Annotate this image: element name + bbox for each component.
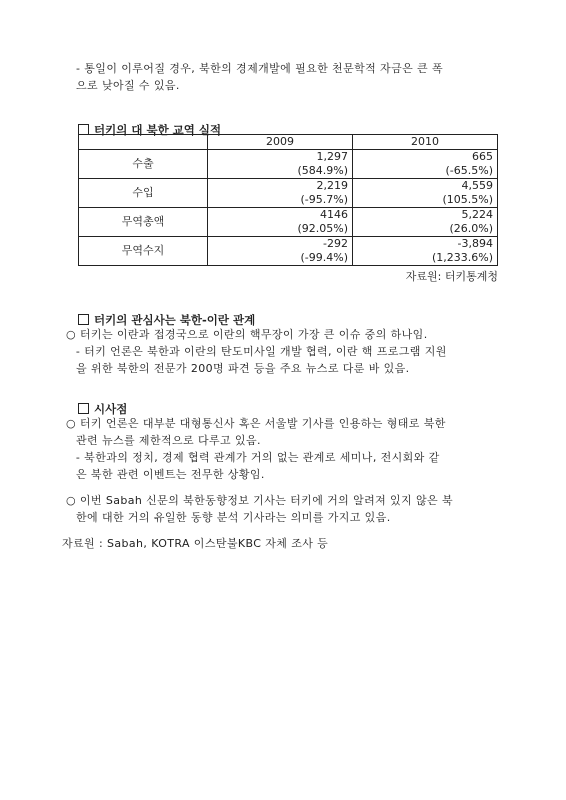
- change-pct: (584.9%): [297, 164, 348, 177]
- paragraph-line: ○ 이번 Sabah 신문의 북한동향정보 기사는 터키에 거의 알려져 있지 않은 북: [66, 494, 453, 507]
- value-cell-2009: [208, 237, 353, 266]
- row-label: 수출: [79, 150, 208, 179]
- value: 665: [472, 150, 493, 163]
- table-header-cell: 2009: [208, 135, 353, 150]
- row-label: 무역수지: [79, 237, 208, 266]
- paragraph-line: 은 북한 관련 이벤트는 전무한 상황임.: [76, 468, 265, 481]
- table-row: [79, 179, 498, 208]
- table-source: 자료원: 터키통계청: [405, 270, 498, 283]
- footer-source: 자료원 : Sabah, KOTRA 이스탄불KBC 자체 조사 등: [62, 537, 329, 550]
- value: -292: [323, 237, 348, 250]
- value-cell-2010: [353, 237, 498, 266]
- table-row: [79, 208, 498, 237]
- value-cell-2009: [208, 179, 353, 208]
- paragraph-line: - 북한과의 정치, 경제 협력 관계가 거의 없는 관계로 세미나, 전시회와 같: [72, 451, 440, 464]
- intro-line-2: 으로 낮아질 수 있음.: [76, 79, 180, 92]
- change-pct: (26.0%): [449, 222, 493, 235]
- table-row: [79, 237, 498, 266]
- change-pct: (1,233.6%): [431, 251, 493, 264]
- checkbox-square-icon: [78, 314, 89, 325]
- table-header-row: [79, 135, 498, 150]
- checkbox-square-icon: [78, 403, 89, 414]
- row-label: 무역총액: [79, 208, 208, 237]
- value-cell-2009: [208, 150, 353, 179]
- value: 1,297: [316, 150, 348, 163]
- value: 4,559: [461, 179, 493, 192]
- paragraph-line: ○ 터키 언론은 대부분 대형통신사 혹은 서울발 기사를 인용하는 형태로 북한: [66, 417, 446, 430]
- table-header-cell: 2010: [353, 135, 498, 150]
- value-cell-2009: [208, 208, 353, 237]
- value-cell-2010: [353, 208, 498, 237]
- change-pct: (92.05%): [297, 222, 348, 235]
- paragraph-line: 을 위한 북한의 전문가 200명 파견 등을 주요 뉴스로 다룬 바 있음.: [76, 362, 410, 375]
- change-pct: (-99.4%): [300, 251, 348, 264]
- section-title: 터키의 관심사는 북한-이란 관계: [94, 313, 256, 327]
- paragraph-line: - 터키 언론은 북한과 이란의 탄도미사일 개발 협력, 이란 핵 프로그램 지원: [72, 345, 447, 358]
- value: 4146: [320, 208, 348, 221]
- table-header-cell: [79, 135, 208, 150]
- value: -3,894: [457, 237, 493, 250]
- trade-table: [78, 134, 498, 266]
- table-row: [79, 150, 498, 179]
- change-pct: (-65.5%): [445, 164, 493, 177]
- value: 2,219: [316, 179, 348, 192]
- value-cell-2010: [353, 150, 498, 179]
- change-pct: (-95.7%): [300, 193, 348, 206]
- section-title: 시사점: [94, 402, 128, 416]
- paragraph-line: 관련 뉴스를 제한적으로 다루고 있음.: [76, 434, 261, 447]
- change-pct: (105.5%): [442, 193, 493, 206]
- intro-line-1: - 통일이 이루어질 경우, 북한의 경제개발에 필요한 천문학적 자금은 큰 폭: [76, 62, 443, 75]
- value-cell-2010: [353, 179, 498, 208]
- row-label: 수입: [79, 179, 208, 208]
- value: 5,224: [461, 208, 493, 221]
- section-title: 터키의 대 북한 교역 실적: [94, 123, 222, 137]
- paragraph-line: ○ 터키는 이란과 접경국으로 이란의 핵무장이 가장 큰 이슈 중의 하나임.: [66, 328, 428, 341]
- paragraph-line: 한에 대한 거의 유일한 동향 분석 기사라는 의미를 가지고 있음.: [76, 511, 391, 524]
